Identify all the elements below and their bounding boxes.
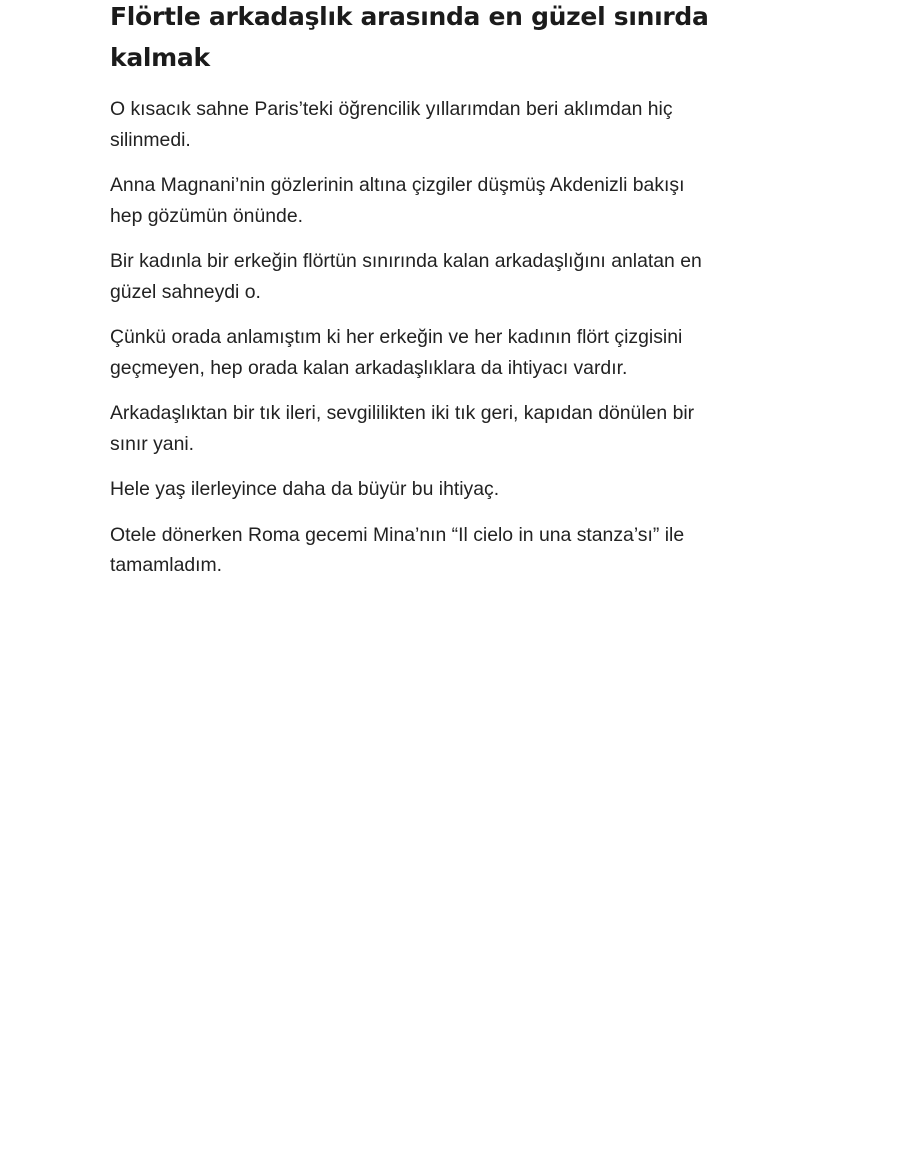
article-body xyxy=(110,94,720,581)
article-paragraph: Anna Magnani’nin gözlerinin altına çizgiler düşmüş Akdenizli bakışı hep gözümün önünde. xyxy=(110,174,685,227)
article xyxy=(110,0,720,596)
article-paragraph: Otele dönerken Roma gecemi Mina’nın “Il cielo in una stanza’sı” ile tamamladım. xyxy=(110,523,685,576)
article-paragraph: Bir kadınla bir erkeğin flörtün sınırında kalan arkadaşlığını anlatan en güzel sahneydi o. xyxy=(110,250,702,303)
article-paragraph: Çünkü orada anlamıştım ki her erkeğin ve her kadının flört çizgisini geçmeyen, hep orada kalan arkadaşlıklara da ihtiyacı vardır. xyxy=(110,326,683,379)
article-paragraph: Arkadaşlıktan bir tık ileri, sevgililikten iki tık geri, kapıdan dönülen bir sınır yani. xyxy=(110,402,695,455)
article-section-title: Flörtle arkadaşlık arasında en güzel sınırda kalmak xyxy=(110,2,709,72)
article-paragraph: Hele yaş ilerleyince daha da büyür bu ihtiyaç. xyxy=(110,478,500,500)
article-paragraph: O kısacık sahne Paris’teki öğrencilik yıllarımdan beri aklımdan hiç silinmedi. xyxy=(110,98,673,151)
